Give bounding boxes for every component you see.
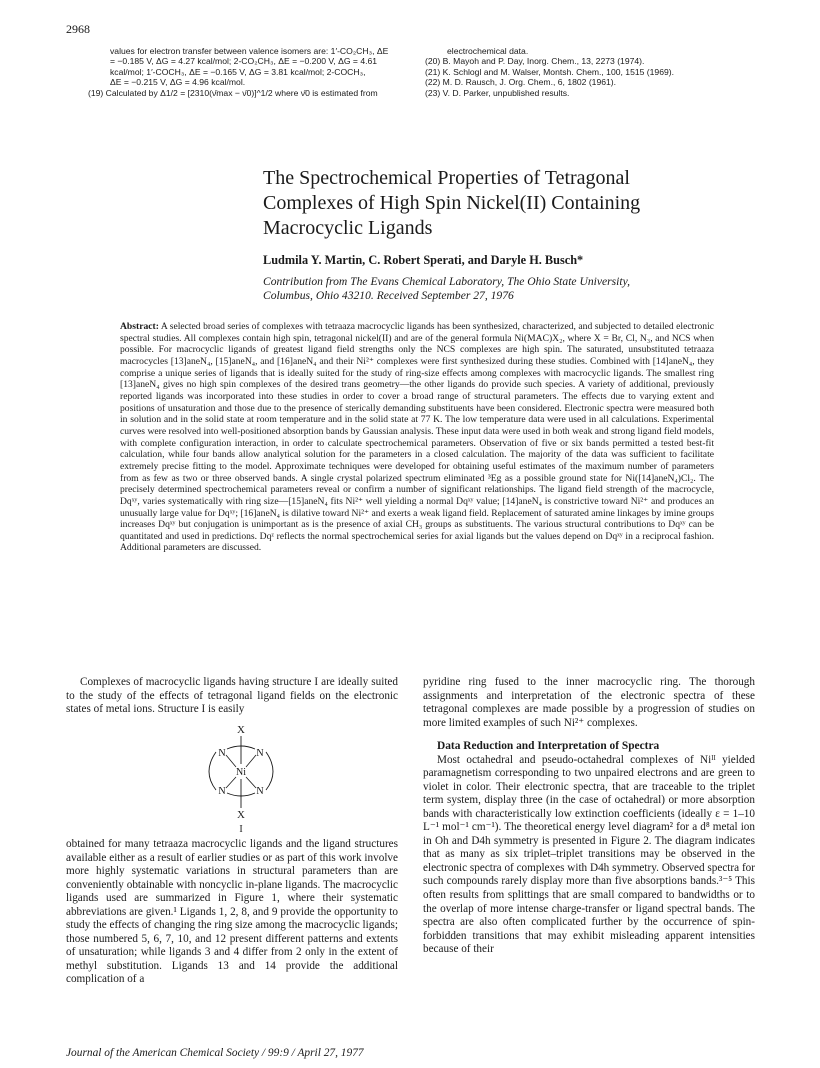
title-line: Complexes of High Spin Nickel(II) Containing <box>263 192 641 214</box>
journal-footer: Journal of the American Chemical Society / 99:9 / April 27, 1977 <box>66 1047 364 1059</box>
author-list: Ludmila Y. Martin, C. Robert Sperati, and Daryle H. Busch* <box>263 253 584 267</box>
footnote-line: (23) V. D. Parker, unpublished results. <box>425 87 570 98</box>
column-left-bottom <box>66 838 398 987</box>
contribution-line: Columbus, Ohio 43210. Received September 27, 1976 <box>263 289 514 302</box>
article-title <box>263 166 723 241</box>
paragraph: Complexes of macrocyclic ligands having structure I are ideally suited to the study of the effects of tetragonal ligand fields on the electronic states of metal ions. Structure I is easily <box>66 676 398 716</box>
footnote-line: (19) Calculated by Δ1/2 = [2310(ν̄max − ν̄0)]^1/2 where ν̄0 is estimated from <box>88 87 378 98</box>
donor-atom: N <box>218 786 226 797</box>
axial-ligand-top: X <box>237 724 245 736</box>
contribution-line: Contribution from The Evans Chemical Laboratory, The Ohio State University, <box>263 275 631 288</box>
donor-atom: N <box>256 786 264 797</box>
section-heading: Data Reduction and Interpretation of Spectra <box>437 740 660 752</box>
footnotes-right <box>425 46 755 98</box>
title-line: The Spectrochemical Properties of Tetragonal <box>263 167 630 189</box>
footnote-line: (22) M. D. Rausch, J. Org. Chem., 6, 1802 (1961). <box>425 77 617 88</box>
abstract-text: A selected broad series of complexes with tetraaza macrocyclic ligands has been synthesized, characterized, and subjected to detailed electronic spectral studies. All complexes contain high spin, tetragonal nickel(II) and are of the general formula Ni(MAC)X₂, where X = Br, Cl, N₃, and NCS when possible. For macrocyclic ligands of greatest ligand field strengths only the NCS complexes are high spin. The saturated, unsubstituted tetraaza macrocycles [13]aneN₄, [15]aneN₄, and [16]aneN₄ and their Ni²⁺ complexes were first synthesized during these studies. Combined with [14]aneN₄, they comprise a unique series of ligands that is ideally suited for the study of ring-size effects among complexes with macrocyclic ligands. The smallest ring [13]aneN₄ gives no high spin complexes of the desired trans geometry—the other ligands do provide such species. A variety of additional, previously reported ligands was incorporated into these studies in order to cover a broad range of structural parameters. The effects due to varying extent and positions of unsaturation and those due to the presence of sterically demanding substituents have been considered. Electronic spectra were measured both in solution and in the solid state at room temperature and in the solid state at 77 K. The low temperature data were used in all calculations. Experimental curves were resolved into well-positioned absorption bands by Gaussian analysis. These input data were used in both weak and strong ligand field models, with complete configuration interaction, in order to calculate spectrochemical parameters. Observation of five or six bands permitted a tested best-fit calculation, while four bands allow analytical solution for the parameters in a closed calculation. The majority of the data was sufficient to facilitate extremely precise fitting to the model. Approximate techniques were developed for obtaining useful estimates of the maximum number of parameters from as few as two or three observed bands. A single crystal polarized spectrum eliminated ³Eg as a possible ground state for Ni([14]aneN₄)Cl₂. The precisely determined spectrochemical parameters reveal or confirm a number of significant relationships. The ligand field strength of the macrocycle, Dqˣʸ, varies systematically with ring size—[15]aneN₄ fits Ni²⁺ well yielding a normal Dqˣʸ value; [14]aneN₄ is constrictive toward Ni²⁺ and produces an unusually large value for Dqˣʸ; [16]aneN₄ is dilative toward Ni²⁺ and exerts a weak ligand field. Replacement of saturated amine linkages by imine groups increases Dqˣʸ but conjugation is unimportant as is the presence of axial CH₃ groups as substituents. The various structural contributions to Dqˣʸ can be quantitated and used in predictions. Dqᶻ reflects the normal spectrochemical series for axial ligands but the values depend on Dqˣʸ in a reciprocal fashion. Additional parameters are discussed. <box>120 321 714 554</box>
donor-atom: N <box>218 748 226 759</box>
axial-ligand-bottom: X <box>237 809 245 821</box>
abstract-label: Abstract: <box>120 321 159 332</box>
contribution-note <box>263 275 733 303</box>
column-right-top <box>423 676 755 730</box>
abstract <box>120 321 714 554</box>
footnote-line: (20) B. Mayoh and P. Day, Inorg. Chem., 13, 2273 (1974). <box>425 56 645 67</box>
paragraph: pyridine ring fused to the inner macrocyclic ring. The thorough assignments and interpretation of the electronic spectra of these tetragonal complexes are made possible by a progression of studies on more limited examples of such Ni²⁺ complexes. <box>423 676 755 729</box>
paragraph: obtained for many tetraaza macrocyclic ligands and the ligand structures available either as a result of earlier studies or as part of this work involve more highly systematic variations in structural parameters than are conveniently obtainable with noncyclic in-plane ligands. The macrocyclic ligands used are summarized in Figure 1, where their systematic abbreviations are given.¹ Ligands 1, 2, 8, and 9 provide the opportunity to study the effects of changing the ring size among the macrocyclic ligands; those numbered 5, 6, 7, 10, and 12 present different patterns and extents of unsaturation; while ligands 3 and 4 differ from 2 only in the extent of methyl substitution. Ligands 13 and 14 provide the additional complication of a <box>66 838 398 986</box>
title-line: Macrocyclic Ligands <box>263 217 433 239</box>
page-number: 2968 <box>66 22 90 36</box>
column-right-section <box>423 740 755 957</box>
paragraph: Most octahedral and pseudo-octahedral complexes of Niᴵᴵ yielded paramagnetism corresponding to two unpaired electrons and are green to violet in color. Their electronic spectra, that are traceable to the triplet term system, display three (in the case of octahedral) or more absorption bands with characteristically low extinction coefficients (ideally ε = 1–10 L⁻¹ mol⁻¹ cm⁻¹). The theoretical energy level diagram² for a d⁸ metal ion in Oh and D4h symmetry is presented in Figure 2. The diagram indicates that as many as six triplet–triplet transitions may be observed in the electronic spectra of complexes with D4h symmetry. Observed spectra for such compounds rarely display more than five absorptions bands.³⁻⁵ This often results from splittings that are small compared to bandwidths or to the overlap of more intense charge-transfer or ligand spectral bands. The spectra are also often complicated further by the occurrence of spin-forbidden transitions that may exhibit misleading apparent intensities because of their <box>423 753 755 956</box>
structure-label: I <box>239 824 243 834</box>
column-left-top <box>66 676 398 717</box>
structure-I-diagram <box>196 722 286 834</box>
footnote-line: values for electron transfer between valence isomers are: 1′-CO₂CH₃, ΔE <box>110 46 389 56</box>
footnote-line: ΔE = −0.215 V, ΔG = 4.96 kcal/mol. <box>110 77 246 88</box>
footnote-line: electrochemical data. <box>447 46 529 56</box>
footnote-line: (21) K. Schlogl and M. Walser, Montsh. Chem., 100, 1515 (1969). <box>425 66 675 77</box>
metal-center: Ni <box>236 767 246 778</box>
footnote-line: = −0.185 V, ΔG = 4.27 kcal/mol; 2-CO₂CH₃, ΔE = −0.200 V, ΔG = 4.61 <box>110 56 378 67</box>
donor-atom: N <box>256 748 264 759</box>
footnotes-left <box>88 46 408 98</box>
footnote-line: kcal/mol; 1′-COCH₃, ΔE = −0.165 V, ΔG = 3.81 kcal/mol; 2-COCH₃, <box>110 66 366 77</box>
